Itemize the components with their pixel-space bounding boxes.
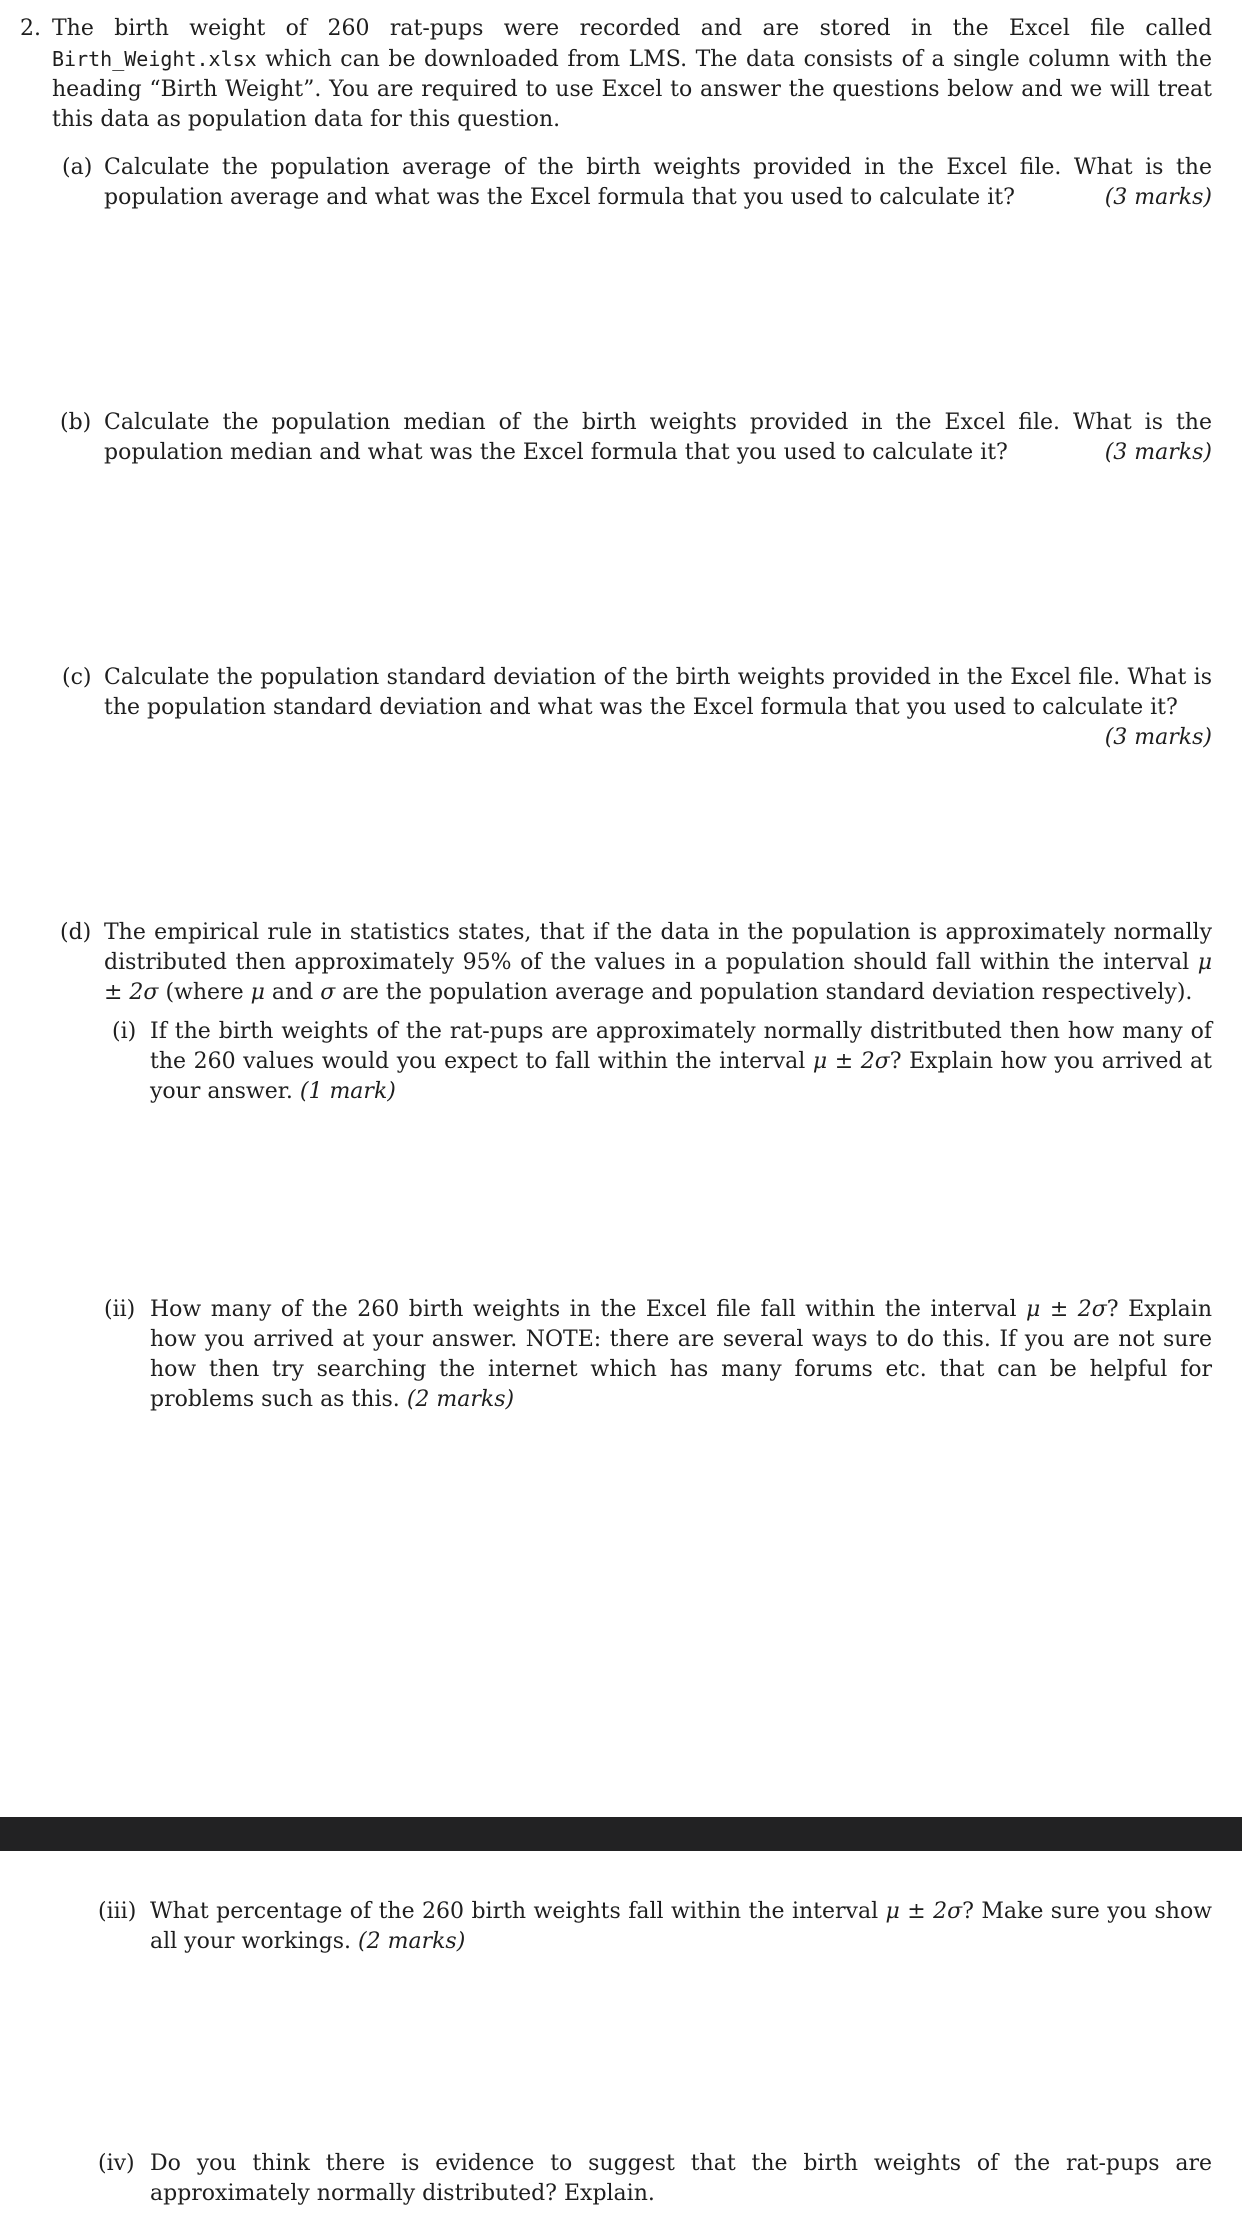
question-intro: The birth weight of 260 rat-pups were recorded and are stored in the Excel file called Birth_Weight.xlsx which can be downloaded from LMS. The data consists of a single column with the heading “Birth Weight”. You are required to use Excel to answer the questions below and we will treat this data as population data for this question. xyxy=(52,16,1212,132)
page-divider xyxy=(0,1817,1242,1851)
subpart-iv-text: Do you think there is evidence to suggest that the birth weights of the rat-pups are approximately normally distributed? Explain. xyxy=(150,2151,1212,2206)
subpart-i-label: (i) xyxy=(112,1019,137,1044)
excel-filename: Birth_Weight.xlsx xyxy=(52,47,257,71)
part-b-text: Calculate the population median of the birth weights provided in the Excel file. What is the population median and what was the Excel formula that you used to calculate it? (3 marks) xyxy=(104,408,1212,468)
subpart-ii-label: (ii) xyxy=(104,1297,136,1322)
part-c-marks: (3 marks) xyxy=(1104,725,1212,750)
part-d-text: The empirical rule in statistics states, that if the data in the population is approximately normally distributed then approximately 95% of the values in a population should fall within the interval μ ± 2σ (where μ and σ are the population average and population standard deviation respectively). xyxy=(104,920,1212,1005)
part-a-marks: (3 marks) xyxy=(1104,185,1212,210)
part-c-text: Calculate the population standard deviation of the birth weights provided in the Excel file. What is the population standard deviation and what was the Excel formula that you used to calculate it? (3 marks) xyxy=(104,663,1212,753)
interval-math: μ ± 2σ xyxy=(1026,1297,1107,1322)
part-b-label: (b) xyxy=(60,410,92,435)
subpart-i-marks: (1 mark) xyxy=(299,1079,396,1104)
interval-math: μ ± 2σ xyxy=(104,950,1212,1005)
part-c-label: (c) xyxy=(62,665,92,690)
subpart-ii-marks: (2 marks) xyxy=(406,1387,515,1412)
interval-math: μ ± 2σ xyxy=(885,1899,963,1924)
question-number: 2. xyxy=(20,16,41,41)
subpart-iv-label: (iv) xyxy=(98,2151,135,2176)
part-a-label: (a) xyxy=(62,155,93,180)
subpart-iii-marks: (2 marks) xyxy=(358,1929,466,1954)
part-b-marks: (3 marks) xyxy=(1104,440,1212,465)
subpart-iii-text: What percentage of the 260 birth weights fall within the interval μ ± 2σ? Make sure you show all your workings. (2 marks) xyxy=(150,1899,1213,1954)
interval-math: μ ± 2σ xyxy=(812,1049,890,1074)
part-d-label: (d) xyxy=(60,920,92,945)
part-a-text: Calculate the population average of the birth weights provided in the Excel file. What is the population average and what was the Excel formula that you used to calculate it? (3 marks) xyxy=(104,153,1212,213)
subpart-iii-label: (iii) xyxy=(98,1899,137,1924)
subpart-i-text: If the birth weights of the rat-pups are approximately normally distritbuted then how many of the 260 values would you expect to fall within the interval μ ± 2σ? Explain how you arrived at your answer. (1 mark) xyxy=(150,1019,1212,1104)
subpart-ii-text: How many of the 260 birth weights in the Excel file fall within the interval μ ± 2σ? Explain how you arrived at your answer. NOTE: there are several ways to do this. If you are not sure how then try searching the internet which has many forums etc. that can be helpful for problems such as this. (2 marks) xyxy=(150,1297,1212,1412)
